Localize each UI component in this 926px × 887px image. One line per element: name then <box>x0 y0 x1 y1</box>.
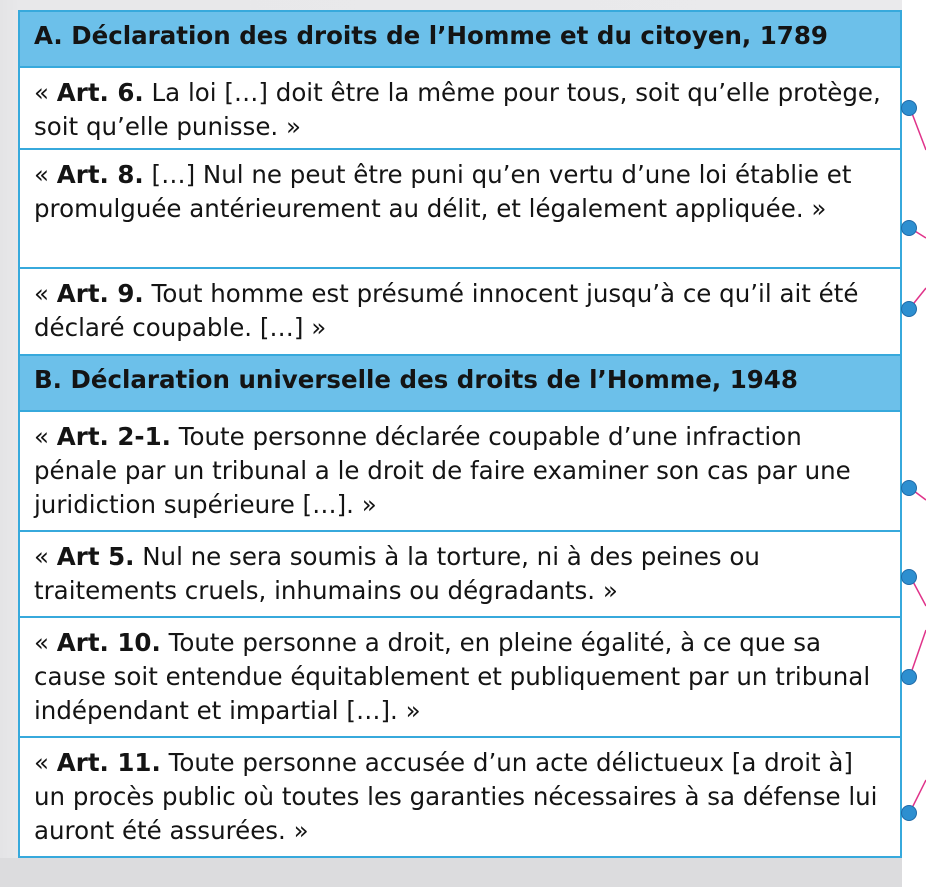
article-text: Toute personne accusée d’un acte délictueux [a droit à] un procès public où toutes les garanties nécessaires à sa défense lui auront été assurées. » <box>34 748 878 846</box>
section-a-header: A. Déclaration des droits de l’Homme et du citoyen, 1789 <box>20 12 900 68</box>
link-dot-icon <box>901 100 917 116</box>
article-label: Art. 9. <box>56 278 144 308</box>
link-dot-icon <box>901 669 917 685</box>
link-dot-icon <box>901 805 917 821</box>
link-dot-icon <box>901 301 917 317</box>
article-label: Art. 8. <box>56 159 144 189</box>
quote-open: « <box>34 748 57 778</box>
quote-open: « <box>34 159 57 189</box>
section-b-header: B. Déclaration universelle des droits de l’Homme, 1948 <box>20 356 900 412</box>
article-label: Art. 10. <box>56 628 161 658</box>
quote-open: « <box>34 421 57 451</box>
article-text: La loi […] doit être la même pour tous, soit qu’elle protège, soit qu’elle punisse. » <box>34 77 881 141</box>
article-text: Tout homme est présumé innocent jusqu’à ce qu’il ait été déclaré coupable. […] » <box>34 278 859 342</box>
article-text: Toute personne déclarée coupable d’une infraction pénale par un tribunal a le droit de faire examiner son cas par une juridiction supérieure […]. » <box>34 421 851 519</box>
link-dot-icon <box>901 569 917 585</box>
quote-open: « <box>34 77 57 107</box>
link-dot-icon <box>901 480 917 496</box>
link-dot-icon <box>901 220 917 236</box>
article-text: Toute personne a droit, en pleine égalité, à ce que sa cause soit entendue équitablement et publiquement par un tribunal indépendant et impartial […]. » <box>34 628 871 726</box>
quote-open: « <box>34 541 57 571</box>
quote-open: « <box>34 628 57 658</box>
article-label: Art. 6. <box>56 77 144 107</box>
article-label: Art. 2-1. <box>56 421 171 451</box>
article-text: Nul ne sera soumis à la torture, ni à des peines ou traitements cruels, inhumains ou dégradants. » <box>34 541 760 605</box>
article-label: Art 5. <box>56 541 135 571</box>
quote-open: « <box>34 278 57 308</box>
article-text: […] Nul ne peut être puni qu’en vertu d’une loi établie et promulguée antérieurement au délit, et légalement appliquée. » <box>34 159 852 223</box>
article-label: Art. 11. <box>56 748 161 778</box>
